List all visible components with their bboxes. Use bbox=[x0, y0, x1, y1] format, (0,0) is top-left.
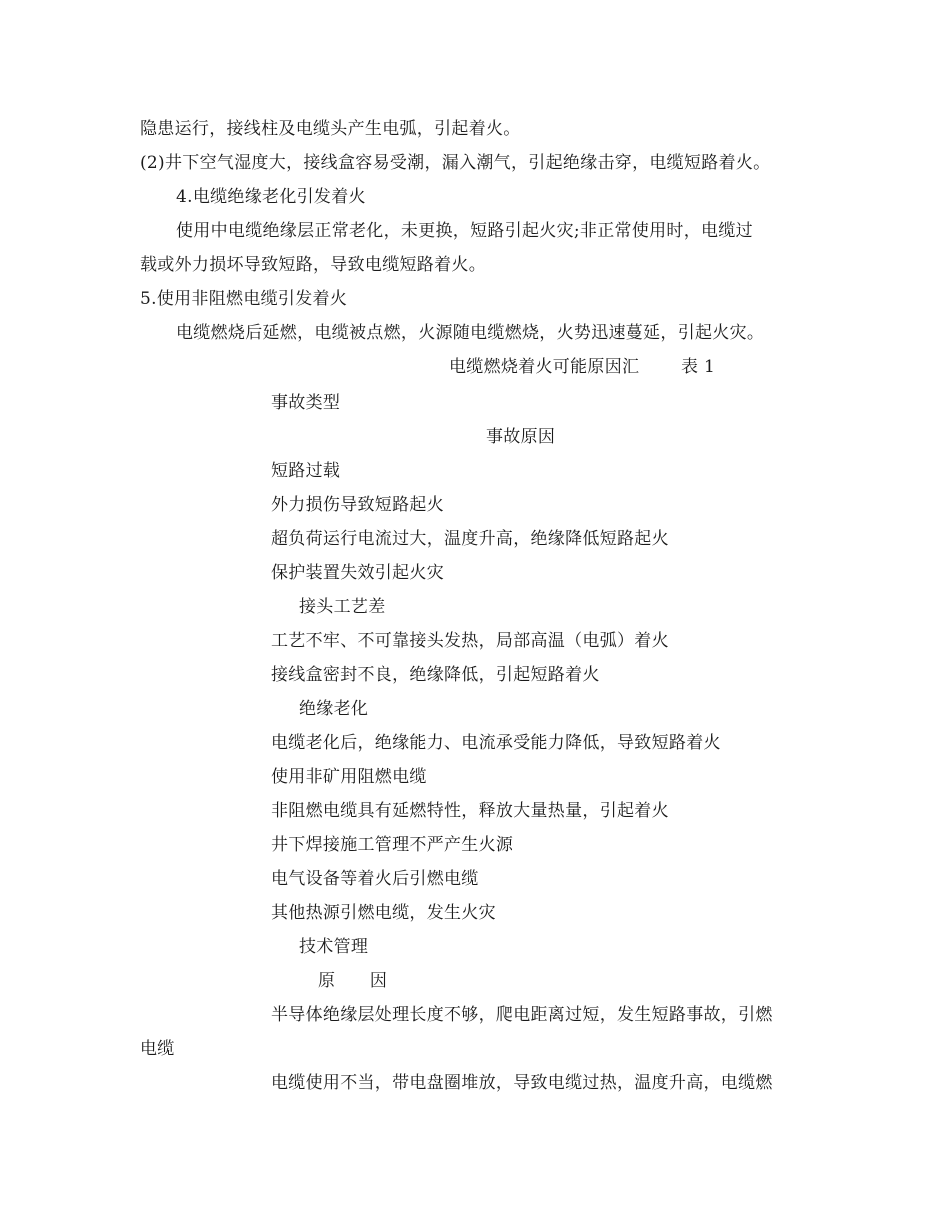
table-cell: 外力损伤导致短路起火 bbox=[271, 495, 444, 515]
section-heading: 5.使用非阻燃电缆引发着火 bbox=[140, 289, 348, 309]
table-cell: 原 因 bbox=[318, 971, 388, 991]
table-cell: 保护装置失效引起火灾 bbox=[271, 563, 444, 583]
table-cell: 其他热源引燃电缆，发生火灾 bbox=[271, 903, 496, 923]
table-header-cause: 事故原因 bbox=[486, 427, 556, 447]
text-line: 载或外力损坏导致短路，导致电缆短路着火。 bbox=[140, 255, 486, 275]
table-cell: 使用非矿用阻燃电缆 bbox=[271, 767, 427, 787]
table-cell: 绝缘老化 bbox=[299, 699, 369, 719]
text-line: (2)井下空气湿度大，接线盒容易受潮，漏入潮气，引起绝缘击穿，电缆短路着火。 bbox=[140, 153, 771, 173]
table-cell: 非阻燃电缆具有延燃特性，释放大量热量，引起着火 bbox=[271, 801, 669, 821]
table-cell: 超负荷运行电流过大，温度升高，绝缘降低短路起火 bbox=[271, 529, 669, 549]
table-cell: 接线盒密封不良，绝缘降低，引起短路着火 bbox=[271, 665, 600, 685]
table-caption: 电缆燃烧着火可能原因汇 bbox=[449, 357, 640, 377]
table-cell: 井下焊接施工管理不严产生火源 bbox=[271, 835, 514, 855]
table-cell: 电缆使用不当，带电盘圈堆放，导致电缆过热，温度升高，电缆燃 bbox=[271, 1073, 773, 1093]
text-line: 隐患运行，接线柱及电缆头产生电弧，引起着火。 bbox=[140, 119, 521, 139]
table-header-type: 事故类型 bbox=[271, 393, 341, 413]
text-line: 电缆燃烧后延燃，电缆被点燃，火源随电缆燃烧，火势迅速蔓延，引起火灾。 bbox=[176, 323, 765, 343]
table-number: 表 1 bbox=[681, 357, 716, 377]
table-cell: 技术管理 bbox=[299, 937, 369, 957]
text-line: 使用中电缆绝缘层正常老化，未更换，短路引起火灾;非正常使用时，电缆过 bbox=[176, 221, 753, 241]
table-cell: 工艺不牢、不可靠接头发热，局部高温（电弧）着火 bbox=[271, 631, 669, 651]
table-cell: 接头工艺差 bbox=[299, 597, 386, 617]
section-heading: 4.电缆绝缘老化引发着火 bbox=[176, 187, 366, 207]
table-cell: 短路过载 bbox=[271, 461, 341, 481]
table-cell: 半导体绝缘层处理长度不够，爬电距离过短，发生短路事故，引燃 bbox=[271, 1005, 773, 1025]
table-cell: 电缆 bbox=[140, 1039, 175, 1059]
table-cell: 电缆老化后，绝缘能力、电流承受能力降低，导致短路着火 bbox=[271, 733, 721, 753]
table-cell: 电气设备等着火后引燃电缆 bbox=[271, 869, 479, 889]
